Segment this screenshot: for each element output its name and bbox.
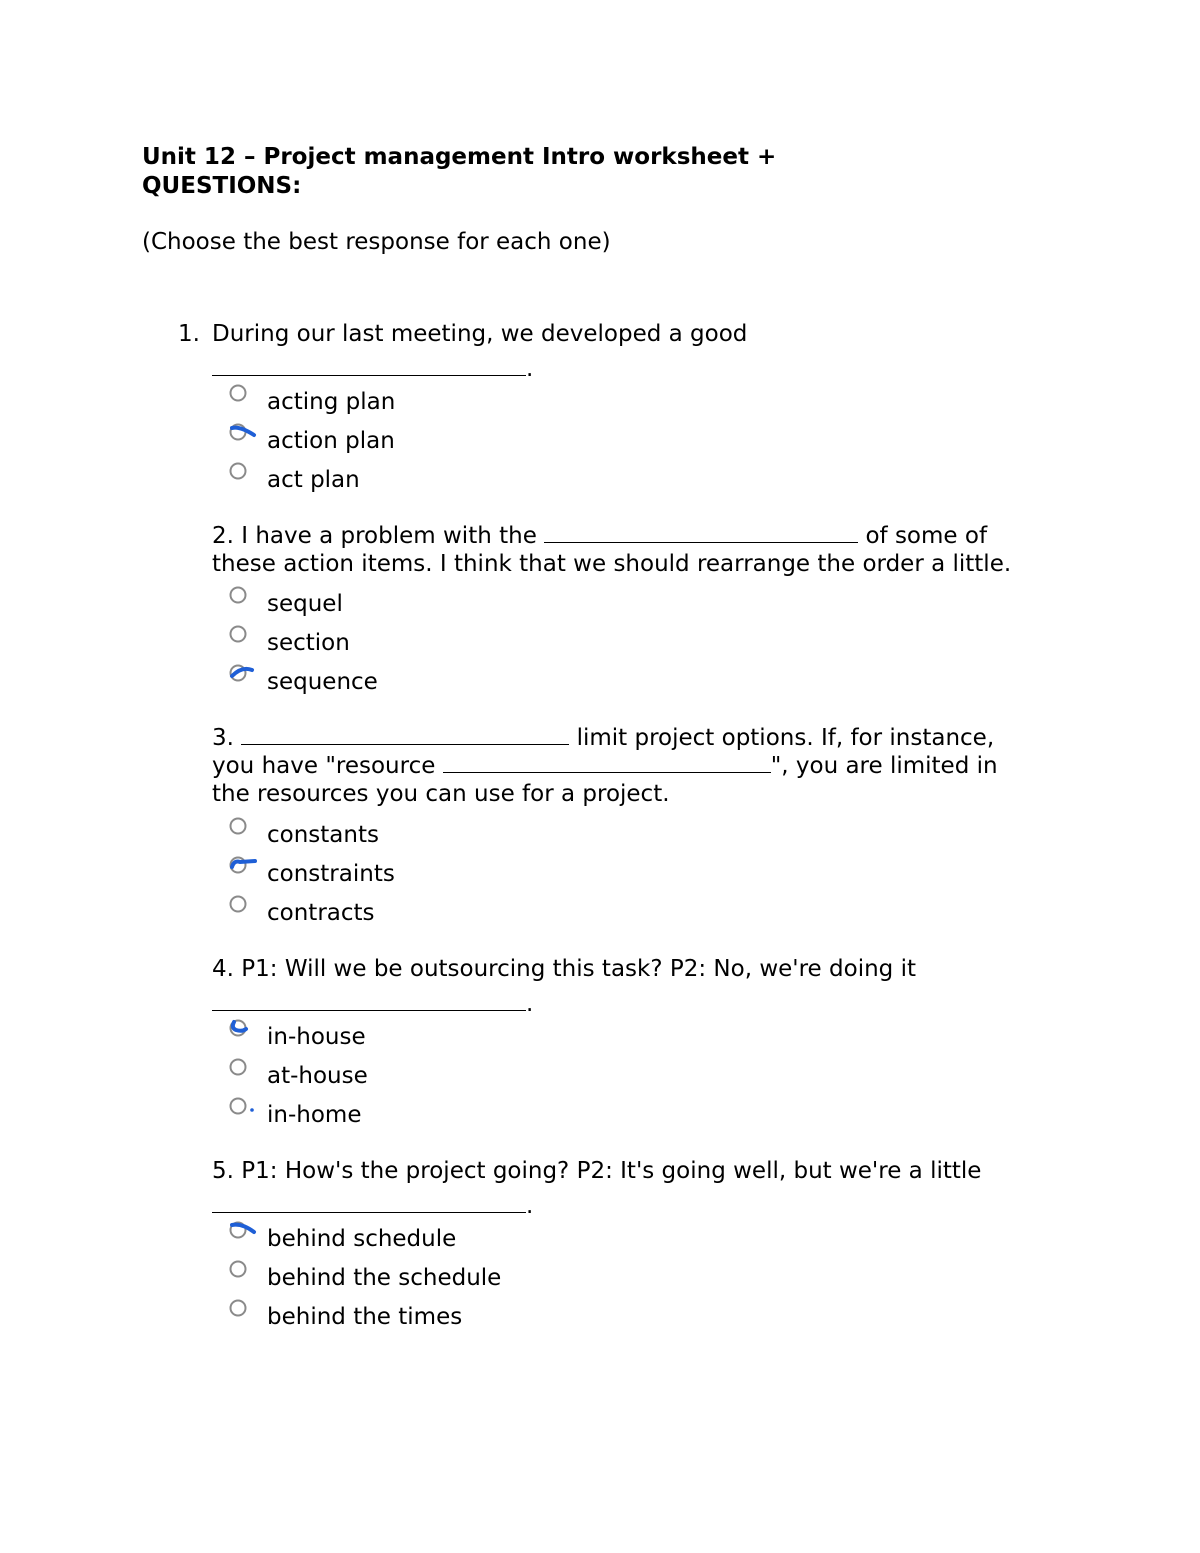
question-5 xyxy=(212,1157,1062,1221)
instructions: (Choose the best response for each one) xyxy=(142,229,611,255)
option-label: contracts xyxy=(267,900,375,926)
question-4-number: 4. xyxy=(212,956,234,982)
question-4 xyxy=(212,955,1062,1019)
question-1-period: . xyxy=(526,356,534,382)
option-label: acting plan xyxy=(267,389,396,415)
question-1-text: During our last meeting, we developed a good xyxy=(212,321,748,347)
title-line-2: QUESTIONS: xyxy=(142,173,302,199)
option-label: in-home xyxy=(267,1102,362,1128)
question-3-number: 3. xyxy=(212,725,234,751)
question-4-blank xyxy=(212,990,526,1011)
question-3-text-line2-cont: ", you are limited in xyxy=(770,753,998,779)
option-label: behind schedule xyxy=(267,1226,457,1252)
question-1 xyxy=(212,320,1062,384)
option-label: section xyxy=(267,630,350,656)
question-4-text: P1: Will we be outsourcing this task? P2: No, we're doing it xyxy=(241,956,916,982)
option-label: action plan xyxy=(267,428,395,454)
question-2-blank xyxy=(544,522,858,543)
radio-unselected-icon[interactable] xyxy=(228,383,248,403)
question-2-text-cont: of some of xyxy=(865,523,988,549)
question-3-text-line2: you have "resource xyxy=(212,753,436,779)
question-2-text: I have a problem with the xyxy=(241,523,537,549)
radio-unselected-icon[interactable] xyxy=(228,1298,248,1318)
question-3 xyxy=(212,724,1062,809)
radio-checked-icon[interactable] xyxy=(228,663,258,683)
option-label: act plan xyxy=(267,467,360,493)
question-5-text: P1: How's the project going? P2: It's going well, but we're a little xyxy=(241,1158,982,1184)
question-3-blank-1 xyxy=(241,724,569,745)
radio-unselected-icon[interactable] xyxy=(228,624,248,644)
question-5-blank xyxy=(212,1192,526,1213)
question-3-text: limit project options. If, for instance, xyxy=(576,725,995,751)
radio-checked-icon[interactable] xyxy=(228,855,258,875)
option-label: in-house xyxy=(267,1024,366,1050)
radio-checked-icon[interactable] xyxy=(228,1018,258,1038)
question-2 xyxy=(212,522,1062,579)
question-1-blank xyxy=(212,355,526,376)
option-label: sequence xyxy=(267,669,378,695)
option-label: at-house xyxy=(267,1063,368,1089)
question-5-number: 5. xyxy=(212,1158,234,1184)
radio-unselected-icon[interactable] xyxy=(228,816,248,836)
title-line-1: Unit 12 – Project management Intro worksheet + xyxy=(142,144,777,170)
question-5-period: . xyxy=(526,1193,534,1219)
question-4-period: . xyxy=(526,991,534,1017)
question-3-text-line3: the resources you can use for a project. xyxy=(212,781,670,807)
question-2-text-line2: these action items. I think that we should rearrange the order a little. xyxy=(212,551,1012,577)
option-label: behind the times xyxy=(267,1304,463,1330)
worksheet-title xyxy=(142,143,776,201)
option-label: constants xyxy=(267,822,379,848)
radio-unselected-icon[interactable] xyxy=(228,1057,248,1077)
option-label: behind the schedule xyxy=(267,1265,502,1291)
radio-checked-icon[interactable] xyxy=(228,422,258,442)
radio-unselected-icon[interactable] xyxy=(228,461,248,481)
option-label: sequel xyxy=(267,591,343,617)
question-1-number: 1. xyxy=(178,321,200,347)
radio-unselected-icon[interactable] xyxy=(228,894,248,914)
radio-unselected-icon[interactable] xyxy=(228,1259,248,1279)
radio-checked-icon[interactable] xyxy=(228,1220,258,1240)
question-3-blank-2 xyxy=(443,752,771,773)
question-2-number: 2. xyxy=(212,523,234,549)
option-label: constraints xyxy=(267,861,395,887)
radio-unselected-icon[interactable] xyxy=(228,1096,258,1116)
radio-unselected-icon[interactable] xyxy=(228,585,248,605)
